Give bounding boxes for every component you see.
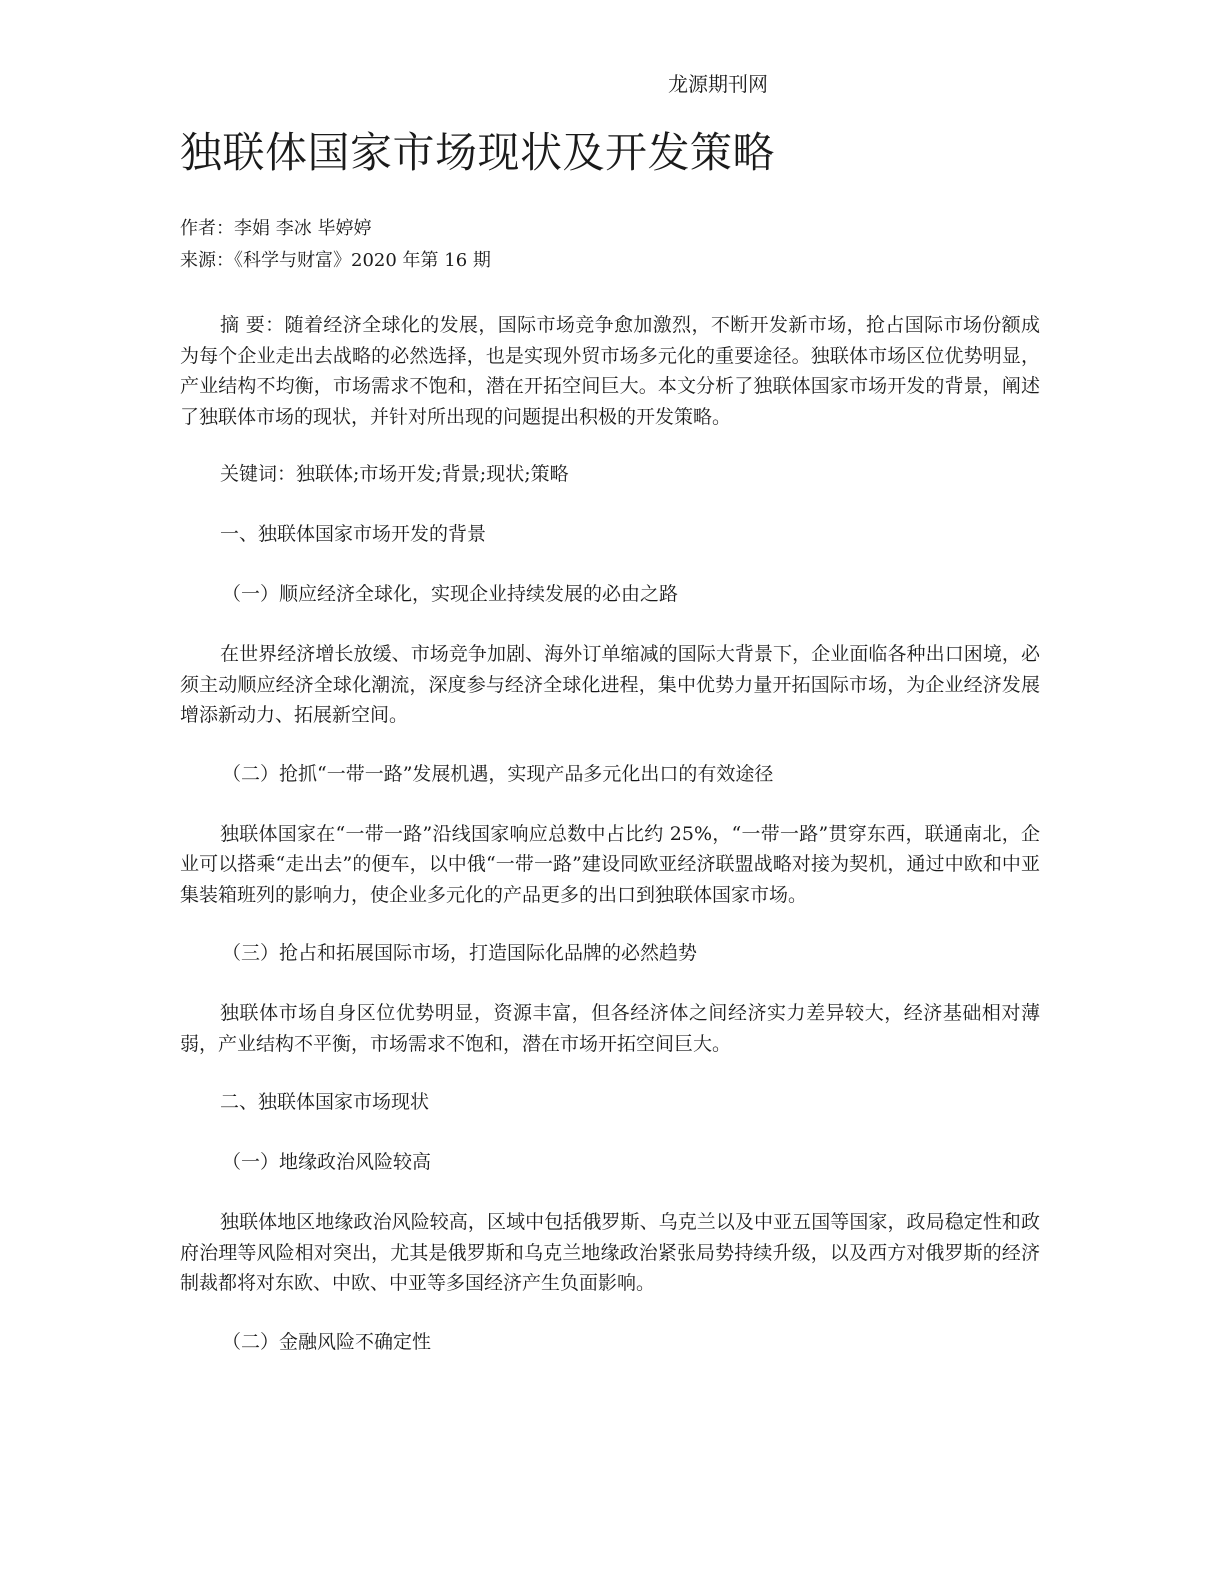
- author-line: 作者：李娟 李冰 毕婷婷: [180, 218, 372, 239]
- body-paragraph: 独联体国家在“一带一路”沿线国家响应总数中占比约 25%，“一带一路”贯穿东西，联通南北，企业可以搭乘“走出去”的便车，以中俄“一带一路”建设同欧亚经济联盟战略对接为契机，通过中欧和中亚集装箱班列的影响力，使企业多元化的产品更多的出口到独联体国家市场。: [180, 822, 1040, 906]
- subsection-heading: （三）抢占和拓展国际市场，打造国际化品牌的必然趋势: [222, 942, 698, 964]
- subsection-heading: （二）抢抓“一带一路”发展机遇，实现产品多元化出口的有效途径: [222, 762, 774, 785]
- body-paragraph: 在世界经济增长放缓、市场竞争加剧、海外订单缩减的国际大背景下，企业面临各种出口困境，必须主动顺应经济全球化潮流，深度参与经济全球化进程，集中优势力量开拓国际市场，为企业经济发展增添新动力、拓展新空间。: [180, 643, 1040, 726]
- subsection-heading: （二）金融风险不确定性: [222, 1330, 432, 1353]
- source-line: 来源：《科学与财富》2020 年第 16 期: [180, 250, 491, 271]
- site-name: 龙源期刊网: [668, 72, 768, 96]
- subsection-heading: （一）顺应经济全球化，实现企业持续发展的必由之路: [222, 583, 679, 605]
- section-heading: 一、独联体国家市场开发的背景: [220, 523, 487, 545]
- article-title: 独联体国家市场现状及开发策略: [180, 128, 776, 177]
- body-paragraph: 独联体市场自身区位优势明显，资源丰富，但各经济体之间经济实力差异较大，经济基础相对薄弱，产业结构不平衡，市场需求不饱和，潜在市场开拓空间巨大。: [180, 1002, 1040, 1055]
- keywords-line: 关键词：独联体;市场开发;背景;现状;策略: [220, 463, 569, 485]
- body-paragraph: 独联体地区地缘政治风险较高，区域中包括俄罗斯、乌克兰以及中亚五国等国家，政局稳定性和政府治理等风险相对突出，尤其是俄罗斯和乌克兰地缘政治紧张局势持续升级，以及西方对俄罗斯的经济制裁都将对东欧、中欧、中亚等多国经济产生负面影响。: [180, 1211, 1040, 1294]
- subsection-heading: （一）地缘政治风险较高: [222, 1151, 432, 1173]
- article-body: [180, 310, 1040, 1387]
- section-heading: 二、独联体国家市场现状: [220, 1091, 430, 1113]
- abstract-paragraph: 摘 要：随着经济全球化的发展，国际市场竞争愈加激烈，不断开发新市场，抢占国际市场份额成为每个企业走出去战略的必然选择，也是实现外贸市场多元化的重要途径。独联体市场区位优势明显，产业结构不均衡，市场需求不饱和，潜在开拓空间巨大。本文分析了独联体国家市场开发的背景，阐述了独联体市场的现状，并针对所出现的问题提出积极的开发策略。: [180, 314, 1040, 428]
